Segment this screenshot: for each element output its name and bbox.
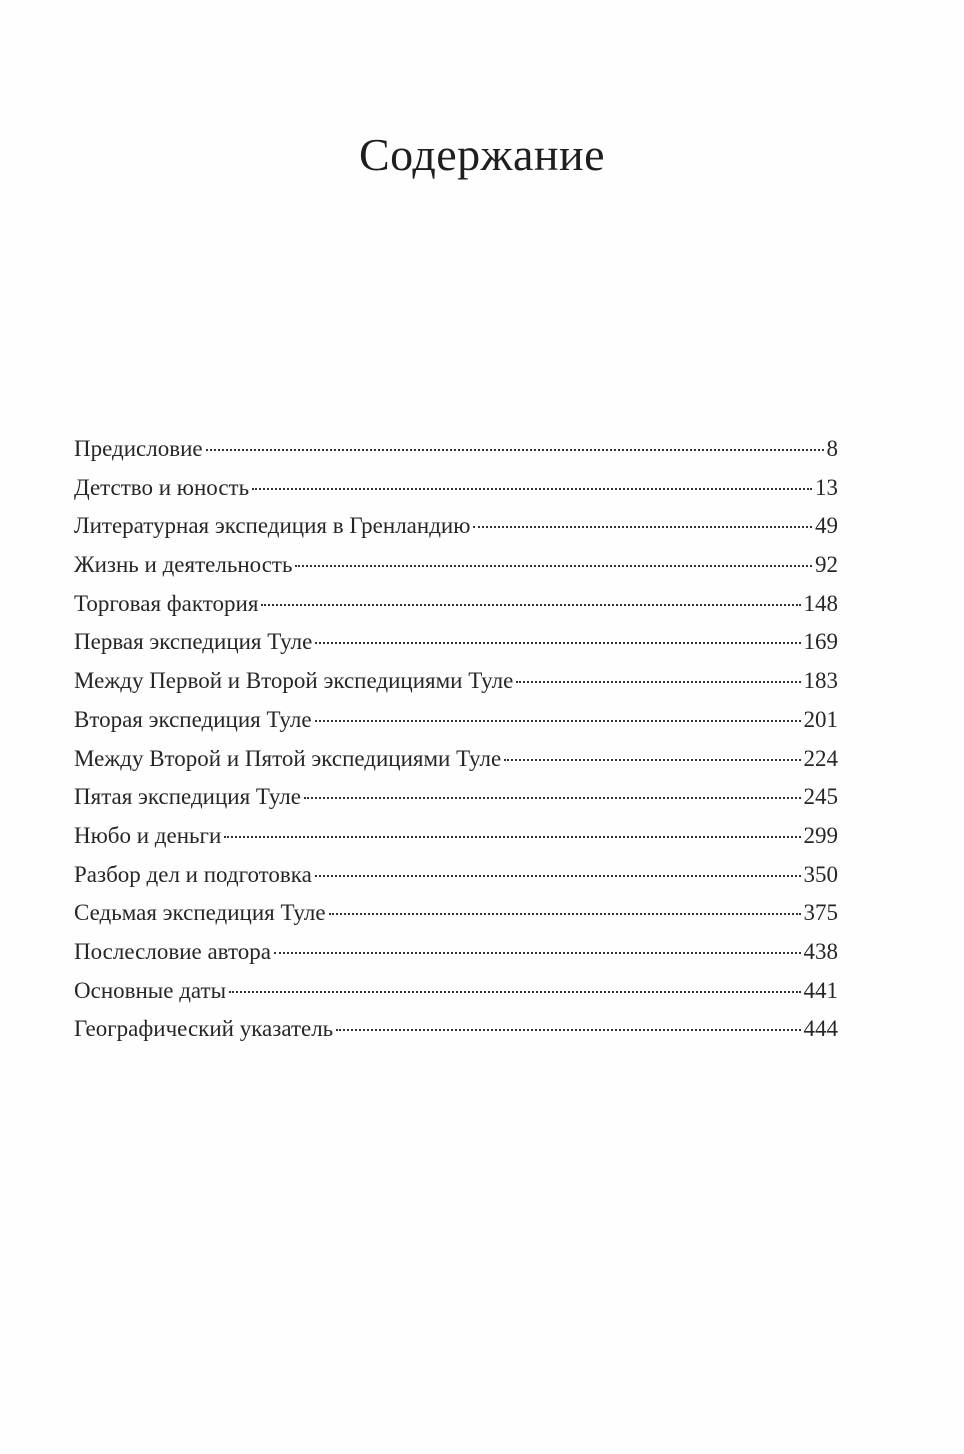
toc-entry [74, 629, 838, 668]
toc-entry [74, 552, 838, 591]
toc-entry [74, 784, 838, 823]
toc-entry-title: Торговая фактория [74, 590, 259, 616]
dot-leader [224, 836, 800, 838]
dot-leader [304, 797, 801, 799]
toc-entry-title: Литературная экспедиция в Гренландию [74, 513, 471, 539]
toc-entry-page: 148 [803, 590, 838, 616]
dot-leader [329, 913, 801, 915]
toc-entry [74, 513, 838, 552]
toc-entry [74, 668, 838, 707]
table-of-contents [74, 436, 838, 1055]
toc-entry-page: 92 [815, 552, 838, 578]
dot-leader [336, 1029, 800, 1031]
dot-leader [261, 604, 800, 606]
dot-leader [252, 488, 812, 490]
toc-entry-title: Седьмая экспедиция Туле [74, 900, 326, 926]
toc-entry-title: Основные даты [74, 977, 227, 1003]
dot-leader [315, 875, 801, 877]
toc-entry-page: 245 [803, 784, 838, 810]
toc-entry [74, 823, 838, 862]
toc-entry [74, 591, 838, 630]
dot-leader [516, 681, 800, 683]
dot-leader [315, 642, 800, 644]
toc-entry [74, 707, 838, 746]
toc-entry [74, 939, 838, 978]
toc-entry-title: Детство и юность [74, 474, 250, 500]
toc-entry-page: 13 [815, 474, 838, 500]
dot-leader [274, 952, 801, 954]
toc-entry [74, 978, 838, 1017]
toc-entry [74, 746, 838, 785]
toc-entry-page: 438 [803, 938, 838, 964]
toc-entry-page: 183 [803, 668, 838, 694]
toc-entry-page: 224 [803, 745, 838, 771]
dot-leader [315, 720, 801, 722]
toc-entry-page: 201 [803, 706, 838, 732]
toc-entry-title: Между Второй и Пятой экспедициями Туле [74, 745, 502, 771]
toc-entry-page: 299 [803, 822, 838, 848]
toc-entry [74, 900, 838, 939]
toc-entry [74, 475, 838, 514]
dot-leader [295, 565, 812, 567]
toc-entry-page: 350 [803, 861, 838, 887]
dot-leader [206, 449, 824, 451]
dot-leader [504, 759, 800, 761]
toc-entry-title: Предисловие [74, 436, 203, 461]
toc-entry-title: Первая экспедиция Туле [74, 629, 313, 655]
toc-entry-title: Послесловие автора [74, 938, 271, 964]
toc-entry-page: 49 [815, 513, 838, 539]
toc-entry-page: 441 [803, 977, 838, 1003]
toc-entry-title: Жизнь и деятельность [74, 552, 293, 578]
page-title: Содержание [358, 129, 606, 180]
toc-entry-title: Между Первой и Второй экспедициями Туле [74, 668, 514, 694]
toc-entry-page: 8 [826, 436, 838, 461]
toc-entry [74, 436, 838, 475]
toc-entry [74, 862, 838, 901]
toc-entry-page: 375 [803, 900, 838, 926]
toc-entry-title: Вторая экспедиция Туле [74, 706, 312, 732]
toc-entry-title: Пятая экспедиция Туле [74, 784, 301, 810]
dot-leader [229, 991, 800, 993]
toc-entry-page: 444 [803, 1016, 838, 1042]
dot-leader [473, 526, 812, 528]
toc-entry-title: Нюбо и деньги [74, 822, 222, 848]
toc-entry-title: Географический указатель [74, 1016, 334, 1042]
toc-entry-page: 169 [803, 629, 838, 655]
toc-entry [74, 1016, 838, 1055]
toc-entry-title: Разбор дел и подготовка [74, 861, 312, 887]
